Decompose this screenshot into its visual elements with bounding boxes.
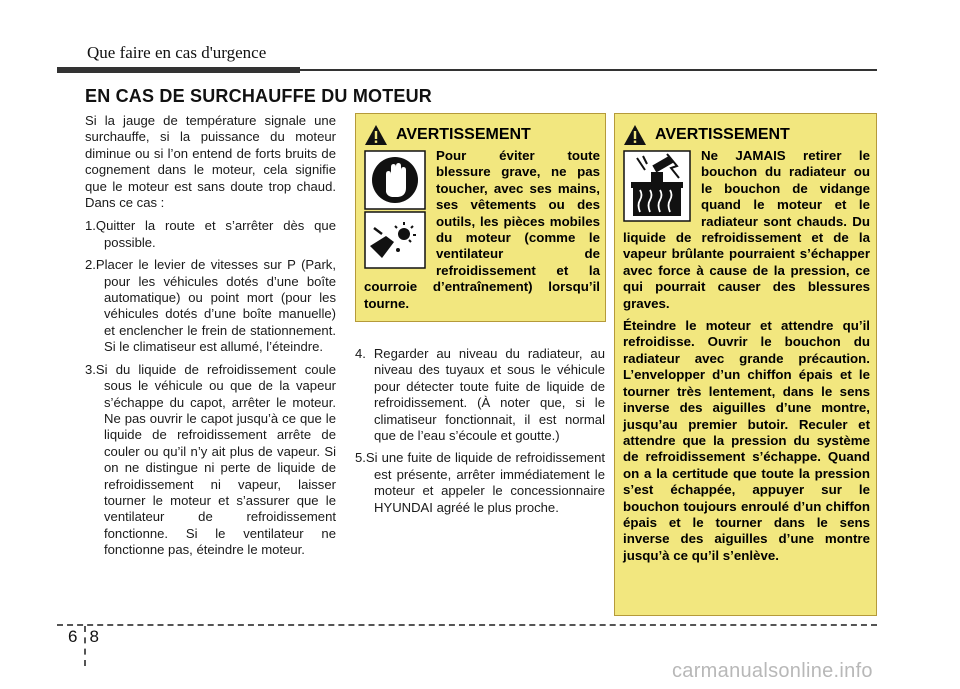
page-number: [68, 627, 99, 647]
warning-triangle-icon: [364, 124, 388, 146]
hand-stop-and-fan-icon: [364, 150, 426, 270]
step-5: 5.Si une fuite de liquide de refroidissement est présente, arrêter immédiatement le moteur et appeler le concessionnaire HYUNDAI agréé le plus proche.: [355, 450, 605, 515]
step-3: 3.Si du liquide de refroidissement coule sous le véhicule ou que de la vapeur s’échappe du capot, arrêter le moteur. Ne pas ouvrir le capot jusqu’à ce que le liquide de refroidissement arrête de couler ou qu’il n’y ait plus de vapeur. Si on ne distingue ni perte de liquide de refroidissement ni vapeur, laisser tourner le moteur et s’assurer que le ventilateur de refroidissement fonctionne. Si le ventilateur ne fonctionne pas, éteindre le moteur.: [85, 361, 336, 558]
step-4: 4. Regarder au niveau du radiateur, au niveau des tuyaux et sous le véhicule pour détecter toute fuite de liquide de refroidissement. (À noter que, si le climatiseur fonctionnait, il est normal que de l’eau s’écoule et goutte.): [355, 346, 605, 444]
warning-title: AVERTISSEMENT: [396, 126, 531, 143]
warning-paragraph-2: Éteindre le moteur et attendre qu’il refroidisse. Ouvrir le bouchon du radiateur avec grande précaution. L’envelopper d’un chiffon épais et le tourner très lentement, dans le sens inverse des aiguilles d’une montre, jusqu’au premier butoir. Reculer et attendre que la pression du système de refroidissement s’échappe. Quand on a la certitude que toute la pression s’est échappée, appuyer sur le bouchon toujours enroulé d’un chiffon épais et le tourner dans le sens inverse des aiguilles d’une montre jusqu’à ce qu’il s’enlève.: [623, 318, 870, 563]
column-1: [85, 113, 336, 565]
radiator-cap-hot-icon: [623, 150, 691, 222]
header-rule-thin: [300, 69, 877, 71]
warning-header: [364, 124, 531, 146]
watermark: carmanualsonline.info: [672, 660, 873, 682]
section-title: EN CAS DE SURCHAUFFE DU MOTEUR: [85, 86, 433, 106]
page-index: 8: [89, 627, 99, 646]
header-rule-thick: [57, 67, 300, 73]
step-2: 2.Placer le levier de vitesses sur P (Park, pour les véhicules dotés d’une boîte automatique) ou point mort (pour les véhicules dotés d’une boîte manuelle) et enclencher le frein de stationnement. Si le climatiseur est allumé, l’éteindre.: [85, 257, 336, 355]
steps-list-1: [85, 218, 336, 558]
column-2: [355, 346, 605, 522]
footer-dashed-rule: [57, 624, 877, 626]
chapter-title: Que faire en cas d'urgence: [87, 43, 267, 62]
step-1: 1.Quitter la route et s’arrêter dès que possible.: [85, 218, 336, 250]
page-section: 6: [68, 627, 78, 646]
warning-triangle-icon: [623, 124, 647, 146]
warning-box-moving-parts: [355, 113, 606, 322]
warning-box-radiator-cap: [614, 113, 877, 616]
warning-paragraph-1: Ne JAMAIS retirer le bouchon du radiateur ou le bouchon de vidange quand le moteur et le radiateur sont chauds. Du liquide de refroidissement et de la vapeur brûlante pourraient s’échapper avec force à cause de la pression, ce qui pourrait causer des blessures graves.: [623, 148, 870, 311]
warning-header: [623, 124, 790, 146]
warning-text: Pour éviter toute blessure grave, ne pas toucher, avec ses mains, ses vêtements ou des outils, les pièces mobiles du moteur (comme le ventilateur de refroidissement et la courroie d’entraînement) lorsqu’il tourne.: [364, 148, 600, 311]
intro-paragraph: Si la jauge de température signale une surchauffe, si la puissance du moteur diminue ou si l’on entend de forts bruits de cognement dans le moteur, cela signifie que le moteur est sans doute trop chaud. Dans ce cas :: [85, 113, 336, 211]
steps-list-2: [355, 346, 605, 516]
warning-title: AVERTISSEMENT: [655, 126, 790, 143]
